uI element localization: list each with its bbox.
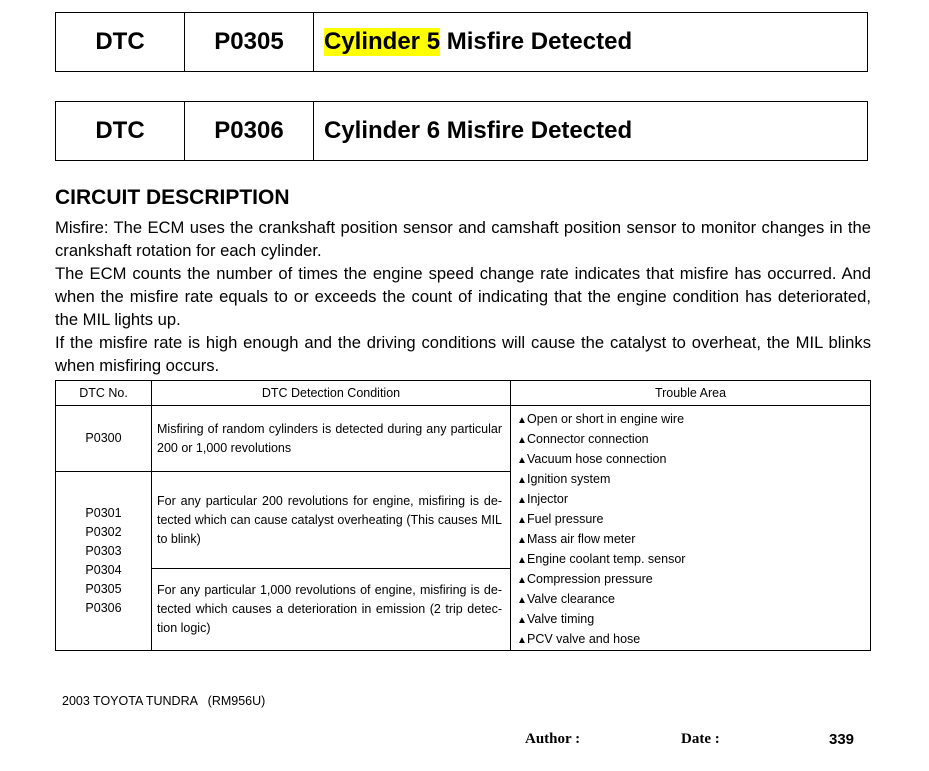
dtc-code-item: P0304 [85,563,122,577]
trouble-area-list [517,410,870,650]
trouble-area-label: Connector connection [527,432,649,446]
dtc-code-item: P0301 [85,506,122,520]
trouble-area-label: Fuel pressure [527,512,604,526]
trouble-area-label: Open or short in engine wire [527,412,685,426]
dtc-codes-list [57,504,150,618]
dtc-title-rest: Cylinder 6 Misfire Detected [324,117,633,144]
triangle-bullet-icon: ▲ [517,555,527,566]
section-title: CIRCUIT DESCRIPTION [55,186,290,209]
table-row [56,406,871,472]
column-header-trouble-area: Trouble Area [511,381,871,406]
trouble-area-item [517,510,870,530]
trouble-area-item [517,610,870,630]
dtc-title-rest: Misfire Detected [440,28,633,55]
dtc-number-cell: P0300 [56,406,152,472]
triangle-bullet-icon: ▲ [517,455,527,466]
triangle-bullet-icon: ▲ [517,535,527,546]
trouble-area-label: Valve timing [527,612,595,626]
trouble-area-label: Vacuum hose connection [527,452,667,466]
dtc-condition-table [55,380,871,651]
dtc-code-item: P0305 [85,582,122,596]
trouble-area-item [517,530,870,550]
column-header-dtc-no: DTC No. [56,381,152,406]
dtc-code: P0306 [185,102,314,160]
triangle-bullet-icon: ▲ [517,475,527,486]
dtc-title [314,13,867,71]
trouble-area-item [517,490,870,510]
triangle-bullet-icon: ▲ [517,595,527,606]
trouble-area-label: Engine coolant temp. sensor [527,552,686,566]
dtc-code: P0305 [185,13,314,71]
detection-condition-cell: For any particular 200 revolutions for engine, misfiring is de-tected which can cause catalyst overheating (This causes MIL to blink) [152,472,511,569]
trouble-area-item [517,410,870,430]
triangle-bullet-icon: ▲ [517,415,527,426]
dtc-code-item: P0302 [85,525,122,539]
trouble-area-label: Ignition system [527,472,611,486]
trouble-area-item [517,550,870,570]
trouble-area-item [517,470,870,490]
dtc-code-item: P0303 [85,544,122,558]
triangle-bullet-icon: ▲ [517,615,527,626]
author-label: Author : [525,731,581,747]
dtc-number-cell [56,472,152,651]
page-number: 339 [829,731,855,748]
trouble-area-item [517,450,870,470]
vehicle-model-footer: 2003 TOYOTA TUNDRA (RM956U) [62,694,266,708]
date-label: Date : [681,731,720,747]
dtc-title [314,102,867,160]
triangle-bullet-icon: ▲ [517,575,527,586]
detection-condition-cell: For any particular 1,000 revolutions of engine, misfiring is de-tected which causes a deterioration in emission (2 trip detec-tion logic) [152,569,511,651]
description-paragraph-2: The ECM counts the number of times the engine speed change rate indicates that misfire has occurred. And when the misfire rate equals to or exceeds the count of indicating that the engine condition has deteriorated, the MIL lights up. [55,264,871,329]
table-header-row [56,381,871,406]
trouble-area-item [517,630,870,650]
detection-condition-cell: Misfiring of random cylinders is detected during any particular 200 or 1,000 revolutions [152,406,511,472]
trouble-area-item [517,570,870,590]
triangle-bullet-icon: ▲ [517,635,527,646]
dtc-title-highlight: Cylinder 5 [324,28,441,55]
trouble-area-item [517,590,870,610]
column-header-condition: DTC Detection Condition [152,381,511,406]
triangle-bullet-icon: ▲ [517,515,527,526]
dtc-label: DTC [56,13,185,71]
dtc-header-p0306 [55,101,868,161]
trouble-area-label: Injector [527,492,568,506]
trouble-area-label: Mass air flow meter [527,532,636,546]
dtc-code-item: P0306 [85,601,122,615]
trouble-area-item [517,430,870,450]
trouble-area-label: Compression pressure [527,572,653,586]
dtc-header-p0305 [55,12,868,72]
triangle-bullet-icon: ▲ [517,435,527,446]
description-paragraph-1: Misfire: The ECM uses the crankshaft position sensor and camshaft position sensor to monitor changes in the crankshaft rotation for each cylinder. [55,218,871,260]
triangle-bullet-icon: ▲ [517,495,527,506]
description-paragraph-3: If the misfire rate is high enough and the driving conditions will cause the catalyst to overheat, the MIL blinks when misfiring occurs. [55,333,871,375]
dtc-label: DTC [56,102,185,160]
trouble-area-cell [511,406,871,651]
trouble-area-label: Valve clearance [527,592,616,606]
trouble-area-label: PCV valve and hose [527,632,641,646]
